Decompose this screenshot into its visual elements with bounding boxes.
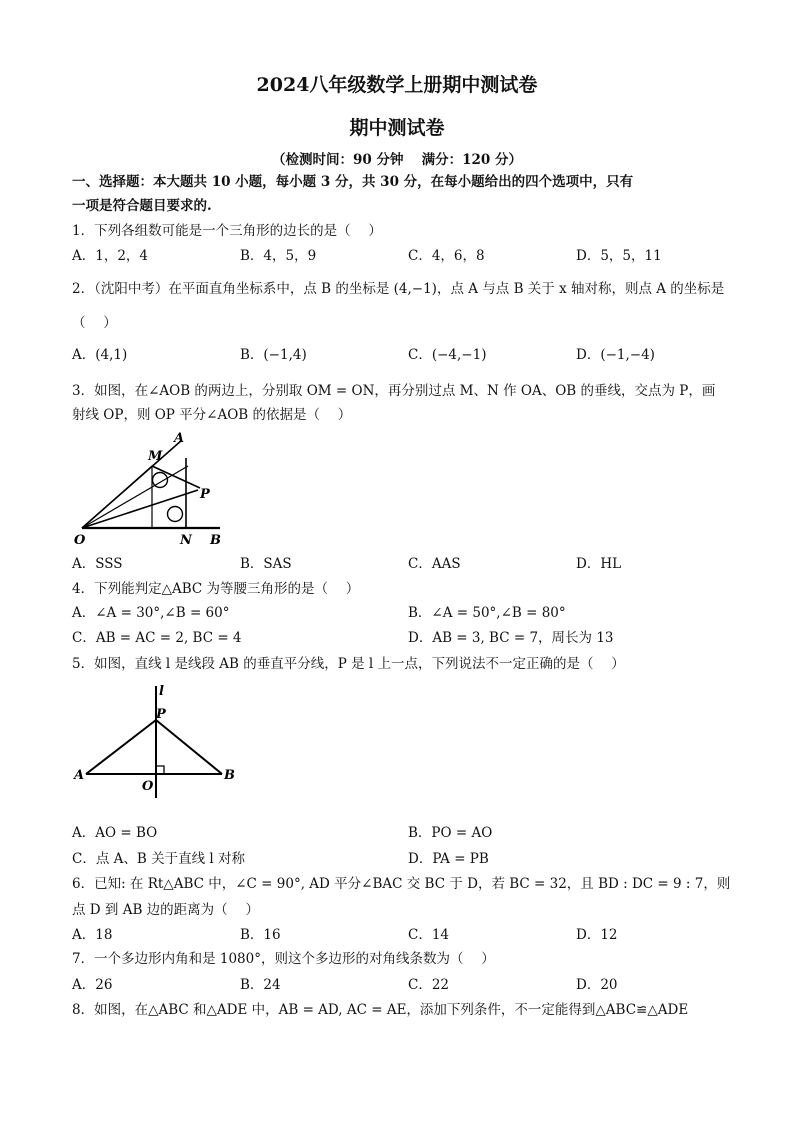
q2-option-b: B．(−1,4) [240, 347, 307, 363]
right-angle-mark [156, 766, 164, 774]
q1-option-d: D．5，5，11 [576, 248, 662, 264]
q6-option-a: A．18 [72, 927, 113, 943]
q5-option-c: C．点 A、B 关于直线 l 对称 [72, 851, 245, 867]
question-3-stem-line1: 3．如图，在∠AOB 的两边上，分别取 OM = ON，再分别过点 M、N 作 OA、OB 的垂线，交点为 P，画 [72, 383, 716, 399]
q2-option-d: D．(−1,−4) [576, 347, 655, 363]
label-b: B [224, 768, 235, 783]
line-ray-n [82, 466, 188, 528]
label-m: M [148, 449, 163, 464]
question-1-stem: 1．下列各组数可能是一个三角形的边长的是（ ） [72, 223, 382, 239]
mark-circle-lower [168, 507, 183, 522]
segment-pb [156, 720, 222, 774]
question-5-stem: 5．如图，直线 l 是线段 AB 的垂直平分线，P 是 l 上一点，下列说法不一定正确的是（ ） [72, 656, 625, 672]
question-2-stem-line1: 2．（沈阳中考）在平面直角坐标系中，点 B 的坐标是 (4,−1)，点 A 与点 B 关于 x 轴对称，则点 A 的坐标是 [72, 281, 725, 297]
q5-option-d: D．PA = PB [408, 851, 489, 867]
page-title: 2024八年级数学上册期中测试卷 [256, 74, 538, 96]
q4-option-d: D．AB = 3, BC = 7，周长为 13 [408, 630, 614, 646]
label-b: B [210, 533, 221, 548]
segment-pa [86, 720, 156, 774]
q4-option-a: A．∠A = 30°,∠B = 60° [72, 605, 230, 621]
question-6-stem-line1: 6．已知: 在 Rt△ABC 中，∠C = 90°, AD 平分∠BAC 交 BC 于 D，若 BC = 32，且 BD : DC = 9 : 7，则 [72, 876, 731, 892]
question-4-stem: 4．下列能判定△ABC 为等腰三角形的是（ ） [72, 581, 360, 597]
q1-option-c: C．4，6，8 [408, 248, 485, 264]
q6-option-d: D．12 [576, 927, 618, 943]
q2-option-c: C．(−4,−1) [408, 347, 487, 363]
label-o: O [142, 779, 154, 794]
question-2-stem-line2: （ ） [72, 315, 117, 331]
question-3-stem-line2: 射线 OP，则 OP 平分∠AOB 的依据是（ ） [72, 407, 352, 423]
q7-option-a: A．26 [72, 977, 113, 993]
question-7-stem: 7．一个多边形内角和是 1080°，则这个多边形的对角线条数为（ ） [72, 951, 495, 967]
q7-option-d: D．20 [576, 977, 618, 993]
section-heading-line2: 一项是符合题目要求的. [72, 198, 212, 214]
page-subtitle: 期中测试卷 [349, 117, 445, 139]
perpendicular-from-m [152, 466, 200, 488]
line-m-ray [82, 466, 152, 528]
q2-option-a: A．(4,1) [72, 347, 128, 363]
label-p: P [200, 487, 210, 502]
q1-option-b: B．4，5，9 [240, 248, 317, 264]
figure-angle-bisector [70, 428, 230, 548]
section-heading-line1: 一、选择题：本大题共 10 小题，每小题 3 分，共 30 分，在每小题给出的四个选项中，只有 [72, 174, 634, 190]
q7-option-b: B．24 [240, 977, 281, 993]
figure-perpendicular-bisector [70, 680, 250, 800]
exam-meta: （检测时间：90 分钟 满分：120 分） [271, 152, 523, 168]
q7-option-c: C．22 [408, 977, 450, 993]
question-8-stem: 8．如图，在△ABC 和△ADE 中，AB = AD, AC = AE，添加下列条件，不一定能得到△ABC≌△ADE [72, 1002, 689, 1018]
label-a: A [174, 431, 185, 446]
q3-option-d: D．HL [576, 556, 622, 572]
label-n: N [180, 533, 192, 548]
label-o: O [74, 533, 86, 548]
q5-option-a: A．AO = BO [72, 825, 158, 841]
label-a: A [74, 768, 85, 783]
q1-option-a: A．1，2，4 [72, 248, 149, 264]
q3-option-a: A．SSS [72, 556, 123, 572]
question-6-stem-line2: 点 D 到 AB 边的距离为（ ） [72, 902, 259, 918]
q6-option-b: B．16 [240, 927, 281, 943]
q4-option-c: C．AB = AC = 2, BC = 4 [72, 630, 242, 646]
label-l: l [159, 684, 164, 699]
q3-option-b: B．SAS [240, 556, 292, 572]
q3-option-c: C．AAS [408, 556, 461, 572]
label-p: P [156, 707, 166, 722]
q4-option-b: B．∠A = 50°,∠B = 80° [408, 605, 566, 621]
q5-option-b: B．PO = AO [408, 825, 493, 841]
q6-option-c: C．14 [408, 927, 450, 943]
